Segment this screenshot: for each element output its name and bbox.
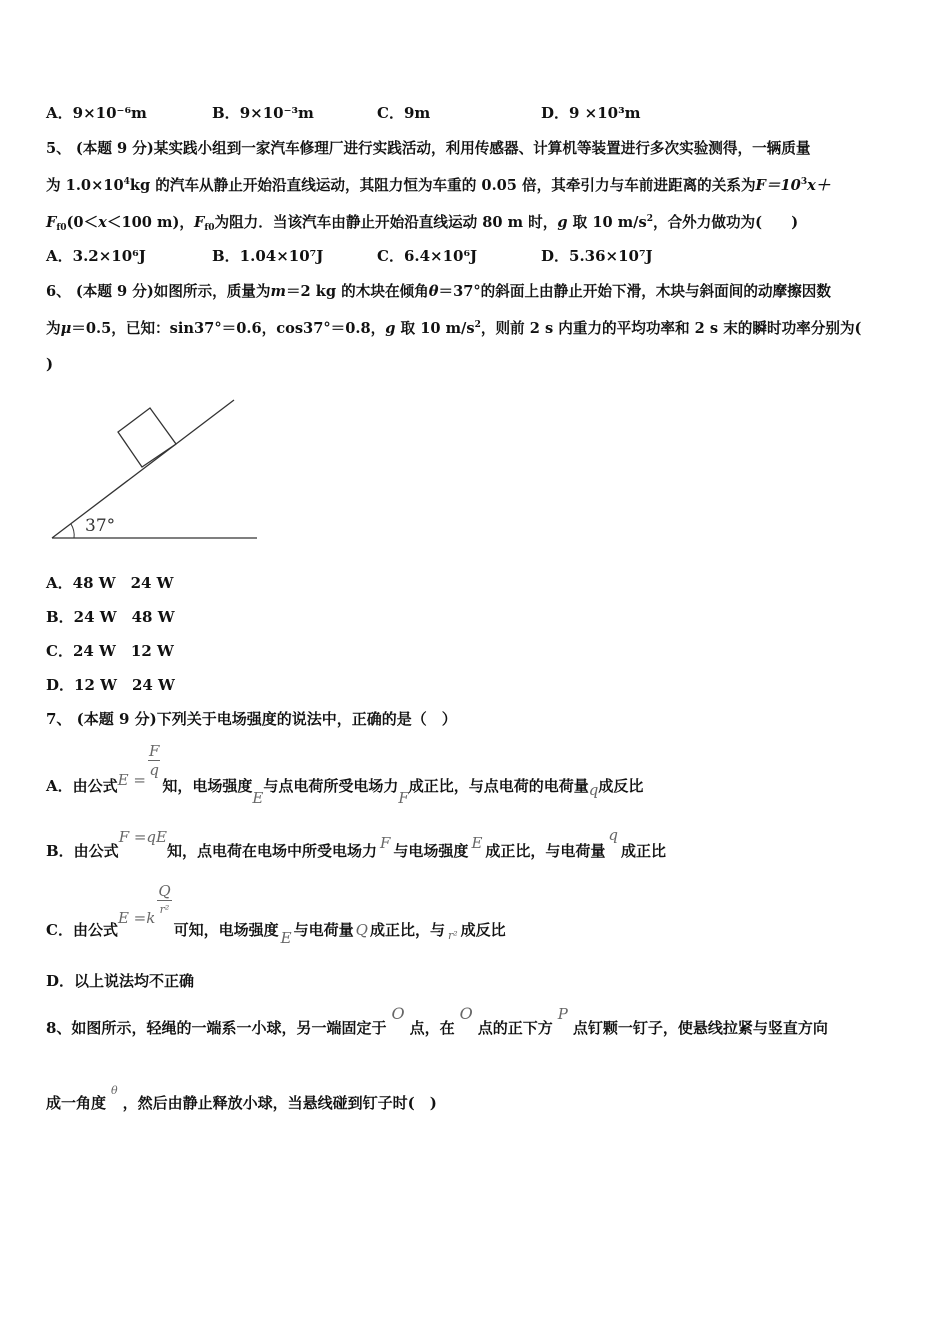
q7-option-b (46, 824, 667, 860)
q5-option-b: B．1.04×10⁷J (212, 247, 324, 265)
q6-stem-line1-text: 6、 (本题 9 分)如图所示，质量为 (46, 283, 271, 300)
q4-option-d (541, 102, 641, 123)
q6-option-d: D．12 W 24 W (46, 676, 175, 694)
q4-option-c-text: 9m (403, 104, 431, 122)
q4-option-c-label: C． (377, 104, 404, 122)
q5-stem-line3-text: 为阻力．当该汽车由静止开始沿直线运动 80 m 时， (214, 214, 558, 231)
q4-option-a (46, 102, 147, 123)
q7-a-F: F (398, 788, 409, 807)
q7-b-text-2: 与电场强度 (393, 842, 469, 860)
angle-arc (71, 524, 74, 538)
q6-g-exponent: 2 (474, 320, 481, 330)
q7-b-end: 成正比 (621, 842, 667, 860)
q6-option-c: C．24 W 12 W (46, 642, 174, 660)
q5-option-d: D．5.36×10⁷J (541, 247, 653, 265)
q6-theta-variable: θ (428, 283, 439, 300)
q7-a-fraction-numerator: F (148, 742, 160, 760)
q5-friction-symbol-2: F (193, 214, 205, 231)
q8-point-P: P (557, 1005, 568, 1023)
q5-x-variable: x (98, 214, 107, 231)
q5-option-c: C．6.4×10⁶J (377, 247, 478, 265)
q5-stem-line2-text: kg 的汽车从静止开始沿直线运动，其阻力恒为车重的 0.05 倍，其牵引力与车前进距离的关系为 (129, 177, 756, 194)
q5-stem-line3 (46, 211, 798, 232)
q6-stem-line1-mid: ＝2 kg 的木块在倾角 (285, 283, 429, 300)
q7-a-prefix: A．由公式 (46, 776, 118, 795)
q4-option-c (377, 102, 430, 123)
q8-stem-line2 (46, 1078, 437, 1112)
q7-c-fraction-denominator: r² (159, 903, 170, 916)
q4-option-d-text: 9 ×10³m (569, 104, 641, 122)
q4-option-b-label: B． (212, 104, 240, 122)
q7-a-text-2: 与点电荷所受电场力 (263, 776, 399, 795)
q4-option-b (212, 102, 314, 123)
q7-a-fraction-denominator: q (149, 761, 159, 779)
q5-stem-line2 (46, 174, 830, 195)
q4-option-a-text: 9×10⁻⁶m (72, 104, 147, 122)
q7-c-fraction (157, 882, 171, 919)
q6-stem-line3: ) (46, 355, 54, 373)
q6-stem-line1-end: ＝37°的斜面上由静止开始下滑，木块与斜面间的动摩擦因数 (438, 283, 831, 300)
q8-line2-text-2: ，然后由静止释放小球，当悬线碰到钉子时( ) (122, 1094, 437, 1112)
q8-line1-text-2: 点，在 (409, 1019, 455, 1037)
q8-line1-text-3: 点的正下方 (477, 1019, 553, 1037)
q5-friction-symbol: F (46, 214, 57, 231)
q5-mass-exponent: 4 (123, 177, 130, 187)
q7-c-E: E (280, 928, 292, 947)
q4-option-b-text: 9×10⁻³m (239, 104, 314, 122)
q7-c-fraction-numerator: Q (158, 882, 171, 900)
q7-b-prefix: B．由公式 (46, 842, 119, 860)
q6-stem-line2-end: ，则前 2 s 内重力的平均功率和 2 s 末的瞬时功率分别为( (480, 320, 862, 337)
q7-a-text-1: 知，电场强度 (162, 776, 253, 795)
q7-b-F: F (380, 834, 391, 852)
q6-stem-line2-start: 为 (46, 320, 61, 337)
q7-a-text-3: 成正比，与点电荷的电荷量 (408, 776, 589, 795)
q6-option-b: B．24 W 48 W (46, 608, 175, 626)
q5-option-a: A．3.2×10⁶J (46, 247, 146, 265)
q6-option-a: A．48 W 24 W (46, 574, 174, 592)
q8-point-O-1: O (391, 1004, 405, 1023)
q5-range-open: (0＜ (66, 214, 99, 231)
q5-friction-subscript: f0 (56, 223, 67, 233)
q7-a-E: E (252, 788, 264, 807)
q7-b-E: E (471, 834, 483, 852)
q7-c-Q: Q (355, 920, 368, 939)
q6-g-variable: g (385, 320, 396, 337)
q4-option-d-label: D． (541, 104, 570, 122)
q6-mu-variable: μ (60, 320, 72, 337)
q7-b-q: q (608, 826, 619, 844)
wooden-block (118, 408, 176, 467)
q7-option-c (46, 882, 506, 947)
q5-g-variable: g (557, 214, 568, 231)
q6-stem-line1 (46, 280, 831, 301)
q4-option-a-label: A． (46, 104, 73, 122)
q7-b-text-1: 知，点电荷在电场中所受电场力 (166, 842, 377, 860)
q7-c-r-squared: r² (447, 928, 458, 942)
q5-range-close: ＜100 m)， (106, 214, 194, 231)
q8-line1-text-4: 点钉颗一钉子，使悬线拉紧与竖直方向 (572, 1019, 828, 1037)
q7-a-fraction (148, 742, 160, 779)
q6-g-value: 取 10 m/s (395, 320, 475, 337)
q8-line2-text-1: 成一角度 (46, 1094, 107, 1112)
q5-mass-text: 为 1.0×10 (46, 177, 124, 194)
q6-stem-line2-text: ＝0.5，已知：sin37°＝0.6，cos37°＝0.8， (71, 320, 386, 337)
q5-stem-line1: 5、 (本题 9 分)某实践小组到一家汽车修理厂进行实践活动，利用传感器、计算机等装置进行多次实验测得，一辆质量 (46, 140, 811, 157)
q8-point-O-2: O (459, 1004, 473, 1023)
q7-a-q: q (588, 780, 599, 799)
q7-c-text-2: 与电荷量 (293, 920, 354, 939)
q8-stem-line1 (46, 1003, 828, 1037)
q7-c-formula-lhs: E =k (117, 908, 156, 927)
q7-b-text-3: 成正比，与电荷量 (485, 842, 606, 860)
q5-stem-end: ，合外力做功为( ) (652, 214, 799, 231)
q7-option-d: D．以上说法均不正确 (46, 972, 195, 990)
q7-a-formula-lhs: E = (117, 770, 146, 789)
q8-line1-text-1: 8、如图所示，轻绳的一端系一小球，另一端固定于 (46, 1019, 387, 1037)
q7-c-end: 成反比 (460, 920, 506, 939)
q5-force-exponent: 3 (800, 177, 808, 187)
q5-g-exponent: 2 (646, 214, 653, 224)
q7-stem: 7、 (本题 9 分)下列关于电场强度的说法中，正确的是（ ） (46, 710, 457, 728)
angle-label: 37° (85, 516, 116, 536)
q5-friction-subscript-2: f0 (204, 223, 215, 233)
q6-m-variable: m (270, 283, 286, 300)
q7-c-text-1: 可知，电场强度 (173, 920, 279, 939)
q5-force-formula: F＝10 (755, 177, 801, 194)
q7-option-a (46, 742, 644, 807)
q7-c-text-3: 成正比，与 (369, 920, 445, 939)
incline-figure (40, 392, 270, 547)
q6-stem-line2 (46, 317, 861, 338)
q8-theta: θ (111, 1084, 118, 1097)
q5-g-value: 取 10 m/s (567, 214, 647, 231)
q7-c-prefix: C．由公式 (46, 920, 118, 939)
q7-a-end: 成反比 (598, 776, 644, 795)
q7-b-formula: F =qE (118, 828, 167, 846)
q5-force-formula-end: x＋ (807, 177, 831, 194)
